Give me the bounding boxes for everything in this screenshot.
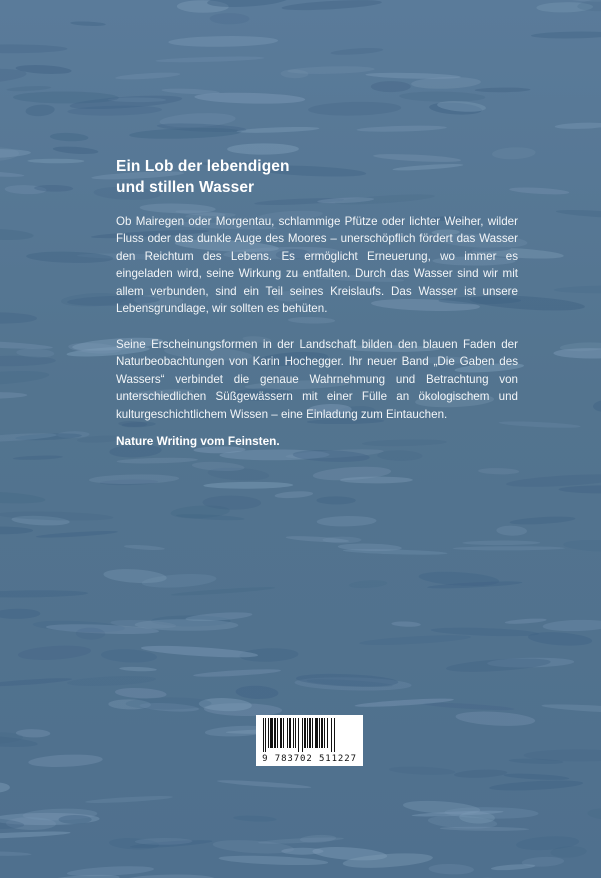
water-ripple xyxy=(399,91,485,103)
water-ripple xyxy=(418,570,499,588)
water-ripple xyxy=(522,856,565,867)
water-ripple xyxy=(70,21,106,27)
water-ripple xyxy=(455,710,535,728)
water-ripple xyxy=(316,496,355,504)
water-ripple xyxy=(504,772,570,781)
water-ripple xyxy=(423,701,515,711)
tagline: Nature Writing vom Feinsten. xyxy=(116,434,280,448)
water-ripple xyxy=(115,71,180,81)
water-ripple xyxy=(28,753,103,768)
water-ripple xyxy=(391,621,421,627)
water-ripple xyxy=(50,132,89,142)
water-ripple xyxy=(312,845,387,862)
water-ripple xyxy=(0,368,50,387)
water-ripple xyxy=(18,644,92,662)
water-ripple xyxy=(0,355,56,366)
water-ripple xyxy=(25,104,55,117)
water-ripple xyxy=(155,55,264,63)
water-ripple xyxy=(287,65,375,75)
water-ripple xyxy=(0,489,46,505)
water-ripple xyxy=(509,515,575,526)
water-ripple xyxy=(446,656,551,674)
water-ripple xyxy=(365,72,461,80)
water-ripple xyxy=(161,88,219,96)
water-ripple xyxy=(288,317,335,324)
water-ripple xyxy=(478,468,519,475)
water-ripple xyxy=(587,807,601,820)
isbn-barcode xyxy=(256,715,363,766)
cover-title xyxy=(116,156,536,198)
water-ripple xyxy=(170,586,275,598)
water-ripple xyxy=(117,457,199,464)
water-ripple xyxy=(227,143,299,154)
water-ripple xyxy=(0,391,27,399)
water-ripple xyxy=(89,474,179,485)
water-ripple xyxy=(218,854,328,867)
water-ripple xyxy=(475,87,531,92)
water-ripple xyxy=(543,619,601,632)
water-ripple xyxy=(453,546,565,551)
water-ripple xyxy=(27,159,84,164)
water-ripple xyxy=(0,830,71,840)
water-ripple xyxy=(462,540,540,545)
water-ripple xyxy=(217,779,311,790)
water-ripple xyxy=(317,515,377,526)
water-ripple xyxy=(428,863,474,875)
water-ripple xyxy=(559,485,601,493)
blurb-paragraph-1: Ob Mairegen oder Morgentau, schlammige Pfütze oder lichter Weiher, wilder Fluss oder das dunkle Auge des Moores – unerschöpflich fördert das Wasser den Reichtum des Lebens. Es ermöglicht Erneuerung, wo immer es eingeladen wird, seine Wirkung zu entfalten. Durch das Wasser sind wir mit allem verbunden, sind ein Teil seines Kreislaufs. Das Wasser ist unsere Lebensgrundlage, wir sollten es behüten. xyxy=(116,215,518,316)
water-ripple xyxy=(0,782,10,793)
water-ripple xyxy=(6,85,51,92)
water-ripple xyxy=(122,874,215,878)
water-ripple xyxy=(203,482,293,489)
title-line-2: und stillen Wasser xyxy=(116,179,255,196)
water-ripple xyxy=(281,0,382,12)
water-ripple xyxy=(377,450,422,461)
water-ripple xyxy=(531,31,601,39)
water-ripple xyxy=(0,228,34,241)
water-ripple xyxy=(0,526,33,534)
water-ripple xyxy=(103,567,167,584)
water-ripple xyxy=(168,35,278,47)
water-ripple xyxy=(593,399,601,413)
water-ripple xyxy=(0,850,32,856)
water-ripple xyxy=(349,579,388,589)
water-ripple xyxy=(359,633,471,647)
water-ripple xyxy=(554,285,601,294)
water-ripple xyxy=(210,13,250,24)
title-line-1: Ein Lob der lebendigen xyxy=(116,158,290,175)
water-ripple xyxy=(236,126,319,134)
water-ripple xyxy=(233,815,277,823)
water-ripple xyxy=(192,461,245,473)
water-ripple xyxy=(527,630,592,647)
water-ripple xyxy=(496,525,527,536)
water-ripple xyxy=(141,644,259,660)
water-ripple xyxy=(541,703,601,716)
water-ripple xyxy=(555,122,601,130)
water-ripple xyxy=(389,765,455,776)
water-ripple xyxy=(0,590,88,598)
isbn-number: 9 783702 511227 xyxy=(262,754,357,764)
water-ripple xyxy=(440,826,529,831)
water-ripple xyxy=(355,697,455,709)
water-ripple xyxy=(0,168,24,178)
blurb-paragraph-2: Seine Erscheinungsformen in der Landschaft bilden den blauen Faden der Naturbeobachtungen von Karin Hochegger. Ihr neuer Band „Die Gaben des Wassers“ verbindet die genaue Wahrnehmung und Betrachtung von unterschiedlichen Süßgewässern mit einer Fülle an ökologischem und kulturgeschichtlichem Wissen – eine Einladung zum Eintauchen. xyxy=(116,338,518,421)
water-ripple xyxy=(0,608,40,619)
water-ripple xyxy=(330,47,383,56)
water-ripple xyxy=(0,312,37,324)
water-ripple xyxy=(371,81,411,92)
water-ripple xyxy=(563,539,601,553)
water-ripple xyxy=(53,145,99,155)
water-ripple xyxy=(281,848,323,855)
barcode-bars-icon xyxy=(261,718,358,752)
water-ripple xyxy=(0,44,68,53)
water-ripple xyxy=(67,674,156,687)
water-ripple xyxy=(26,251,113,264)
water-ripple xyxy=(193,668,281,678)
water-ripple xyxy=(323,537,362,544)
water-ripple xyxy=(85,795,173,805)
water-ripple xyxy=(489,779,583,793)
water-ripple xyxy=(258,836,344,845)
water-ripple xyxy=(36,530,118,539)
water-ripple xyxy=(0,677,72,688)
water-ripple xyxy=(126,697,212,710)
water-ripple xyxy=(13,455,63,461)
water-ripple xyxy=(274,490,313,499)
water-ripple xyxy=(124,544,165,551)
water-ripple xyxy=(235,685,278,700)
water-ripple xyxy=(454,769,507,779)
water-ripple xyxy=(505,618,547,625)
water-ripple xyxy=(556,208,601,220)
water-ripple xyxy=(308,101,401,117)
water-ripple xyxy=(119,666,157,672)
water-ripple xyxy=(357,125,447,133)
